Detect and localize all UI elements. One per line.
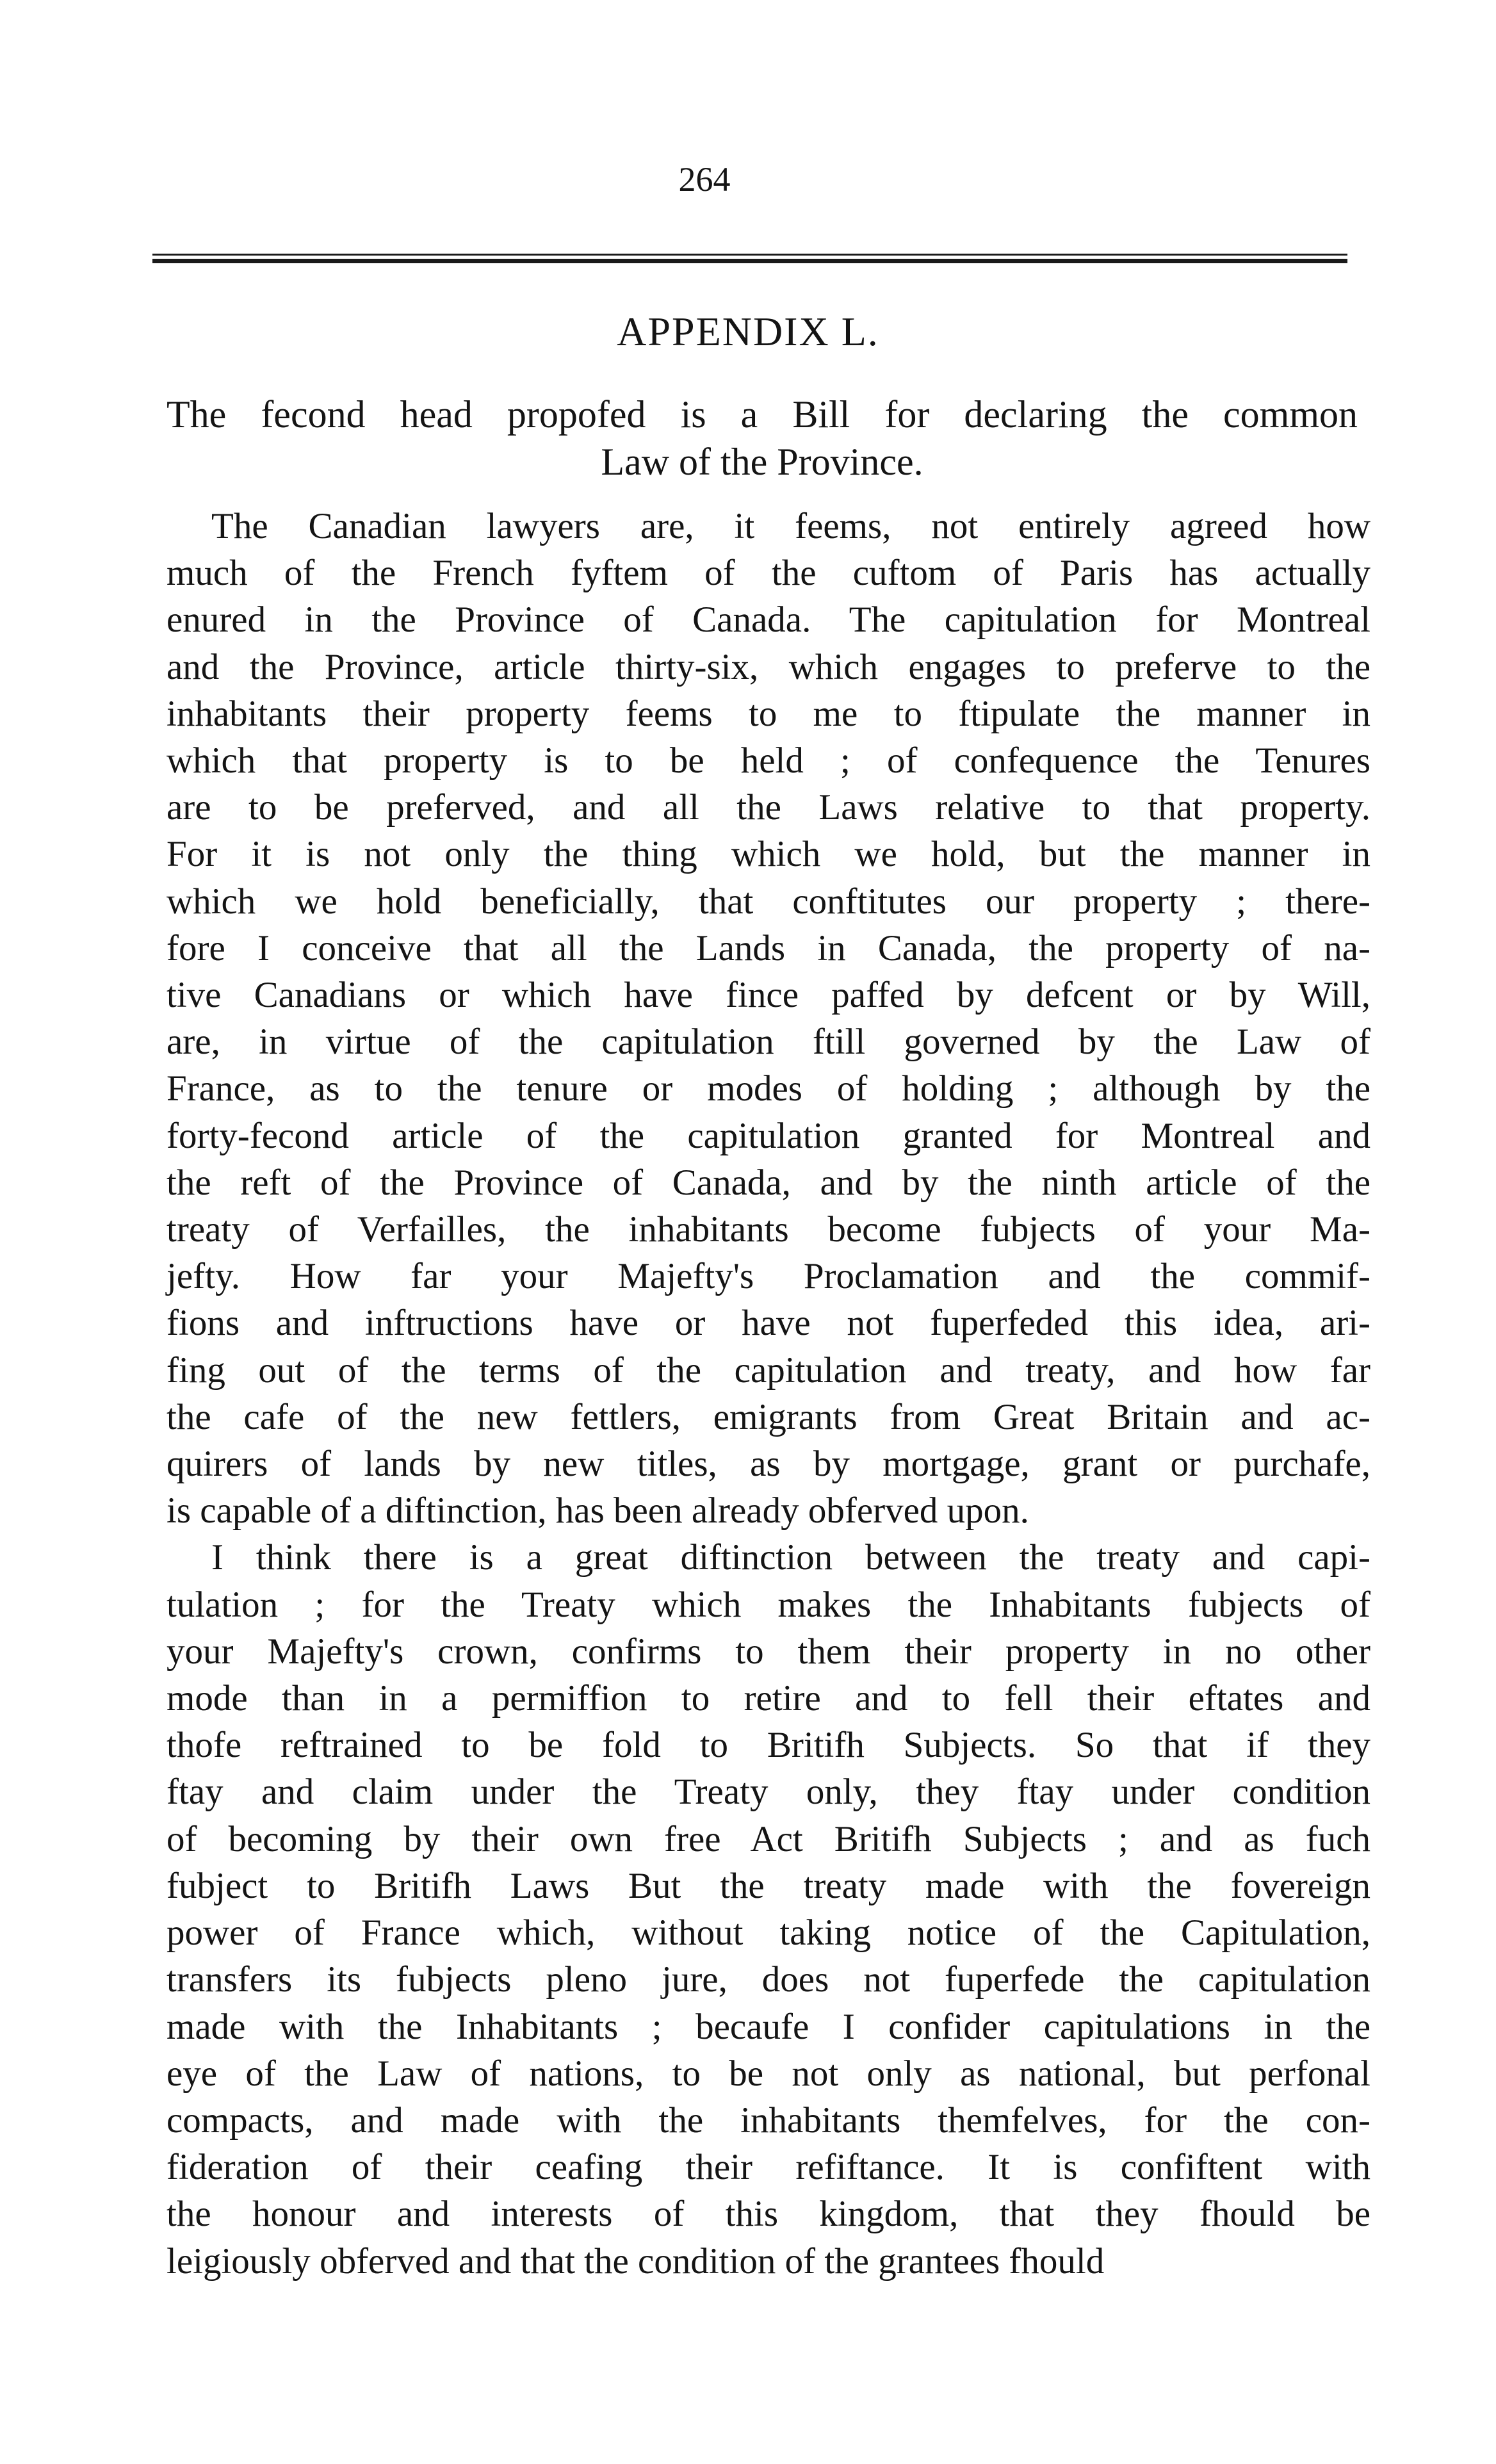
text-line: tive Canadians or which have fince paffed by defcent or by Will, [167,975,1370,1016]
text-line: tulation ; for the Treaty which makes the Inhabitants fubjects of [167,1584,1370,1625]
paragraph [167,503,1370,1534]
text-line: fions and inftructions have or have not fuperfeded this idea, ari- [167,1303,1370,1344]
text-line: the reft of the Province of Canada, and by the ninth article of the [167,1162,1370,1203]
subject-line: The fecond head propofed is a Bill for declaring the common [167,393,1358,436]
text-line: jefty. How far your Majefty's Proclamation and the commif- [167,1256,1370,1297]
text-line: is capable of a diftinction, has been already obferved upon. [167,1490,1029,1531]
subject-line: Law of the Province. [601,441,923,483]
text-line: leigiously obferved and that the condition of the grantees fhould [167,2240,1105,2281]
page-number: 264 [678,160,731,199]
text-line: The Canadian lawyers are, it feems, not entirely agreed how [211,506,1370,546]
text-line: mode than in a permiffion to retire and to fell their eftates and [167,1678,1370,1719]
text-line: made with the Inhabitants ; becaufe I confider capitulations in the [167,2006,1370,2047]
header-rule [152,254,1347,265]
text-line: France, as to the tenure or modes of holding ; although by the [167,1068,1370,1109]
text-line: I think there is a great diftinction between the treaty and capi- [211,1537,1370,1578]
text-line: inhabitants their property feems to me to ftipulate the manner in [167,693,1370,734]
appendix-heading: APPENDIX L. [617,309,879,354]
text-line: and the Province, article thirty-six, which engages to preferve to the [167,646,1370,687]
text-line: treaty of Verfailles, the inhabitants become fubjects of your Ma- [167,1209,1370,1250]
text-line: compacts, and made with the inhabitants themfelves, for the con- [167,2100,1370,2141]
header-rule-thin [152,254,1347,256]
text-line: quirers of lands by new titles, as by mortgage, grant or purchafe, [167,1444,1370,1485]
text-line: which that property is to be held ; of confequence the Tenures [167,740,1370,781]
text-line: are, in virtue of the capitulation ftill governed by the Law of [167,1022,1370,1063]
text-line: ftay and claim under the Treaty only, they ftay under condition [167,1772,1370,1813]
subject-heading [167,391,1358,485]
text-line: your Majefty's crown, confirms to them their property in no other [167,1631,1370,1672]
text-line: fore I conceive that all the Lands in Canada, the property of na- [167,927,1370,968]
text-line: fing out of the terms of the capitulation and treaty, and how far [167,1350,1370,1391]
text-line: much of the French fyftem of the cuftom of Paris has actually [167,553,1370,594]
text-line: the honour and interests of this kingdom, that they fhould be [167,2194,1370,2235]
text-line: thofe reftrained to be fold to Britifh Subjects. So that if they [167,1725,1370,1766]
text-line: are to be preferved, and all the Laws relative to that property. [167,787,1370,828]
text-line: forty-fecond article of the capitulation granted for Montreal and [167,1115,1370,1156]
paragraph [167,1534,1370,2284]
text-line: enured in the Province of Canada. The capitulation for Montreal [167,600,1370,640]
text-line: of becoming by their own free Act Britifh Subjects ; and as fuch [167,1818,1370,1859]
body-text [167,503,1370,2285]
text-line: power of France which, without taking notice of the Capitulation, [167,1913,1370,1954]
text-line: eye of the Law of nations, to be not only as national, but perfonal [167,2053,1370,2094]
header-rule-thick [152,259,1347,263]
text-line: which we hold beneficially, that conftitutes our property ; there- [167,881,1370,922]
text-line: transfers its fubjects pleno jure, does not fuperfede the capitulation [167,1959,1370,2000]
text-line: For it is not only the thing which we hold, but the manner in [167,834,1370,875]
text-line: fubject to Britifh Laws But the treaty made with the fovereign [167,1865,1370,1906]
text-line: the cafe of the new fettlers, emigrants from Great Britain and ac- [167,1396,1370,1437]
text-line: fideration of their ceafing their refiftance. It is confiftent with [167,2147,1370,2188]
